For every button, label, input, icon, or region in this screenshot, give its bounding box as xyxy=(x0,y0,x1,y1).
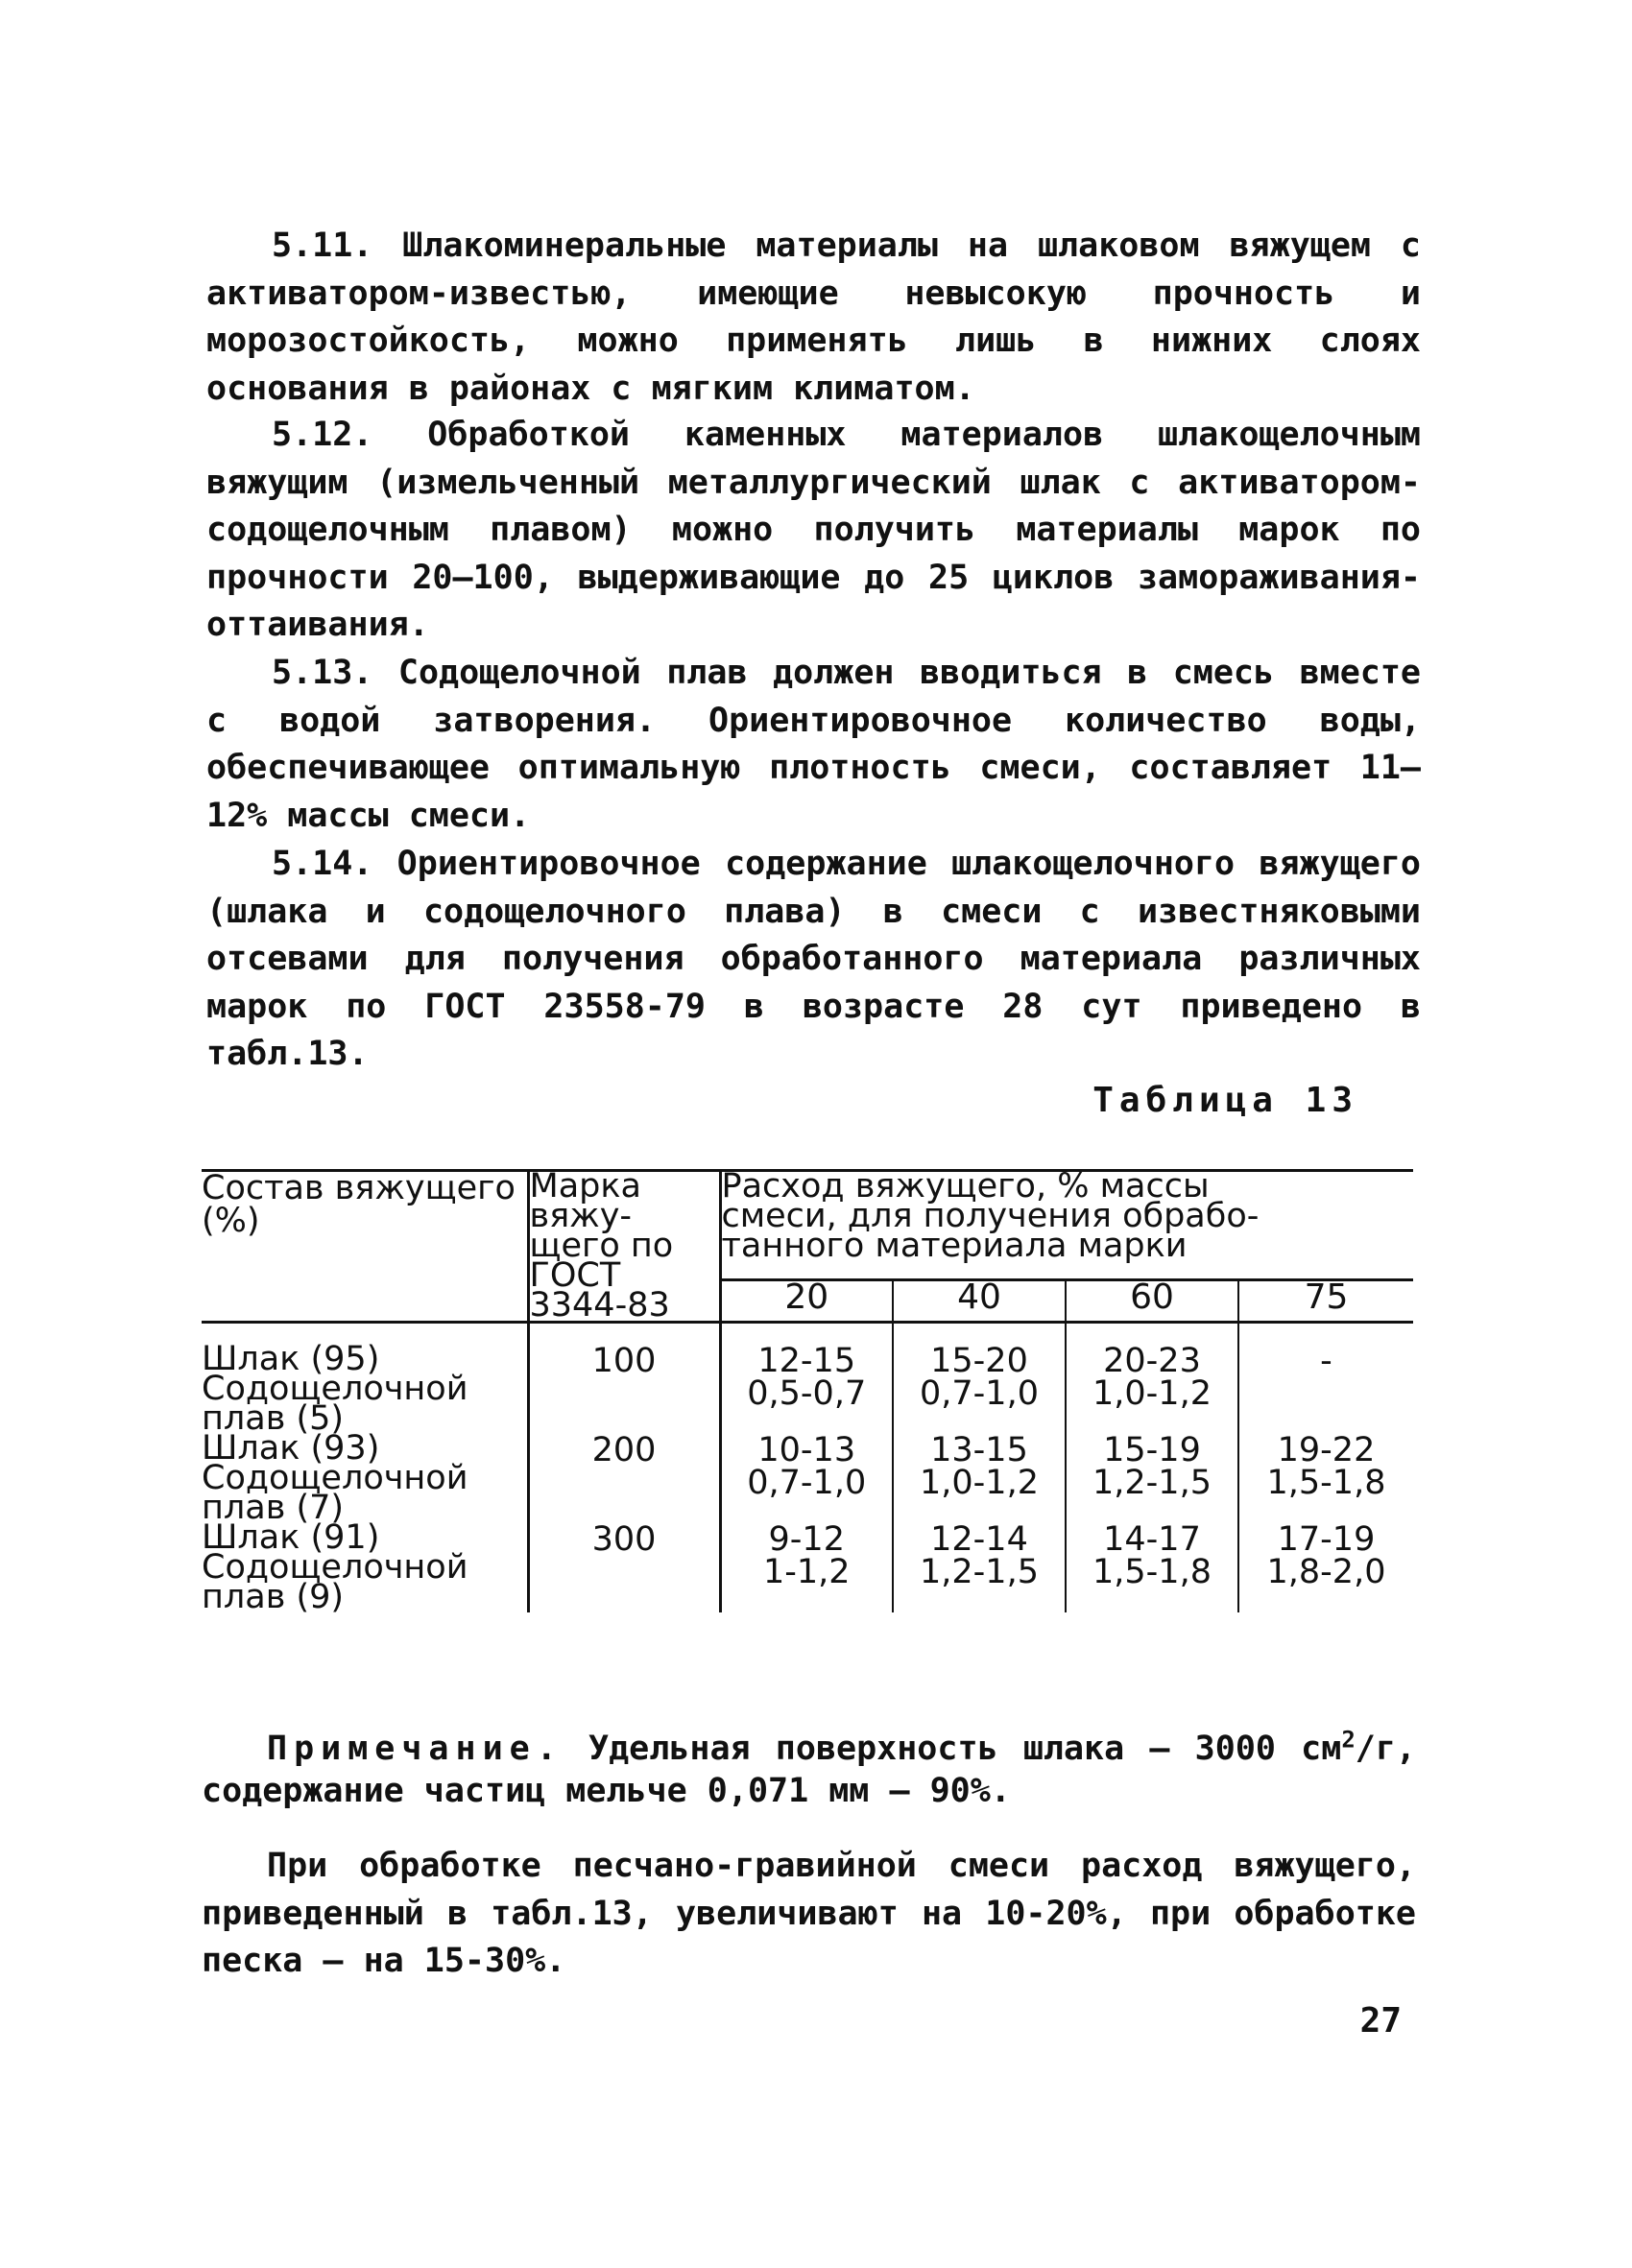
value-cell xyxy=(1066,1431,1238,1523)
value-cell xyxy=(1238,1431,1413,1523)
value-cell xyxy=(720,1520,893,1612)
composition-line: Содощелочной xyxy=(202,1459,468,1497)
composition-cell xyxy=(202,1323,528,1438)
header-binder-grade xyxy=(528,1167,720,1325)
header-grade-line: 3344-83 xyxy=(529,1286,670,1325)
table-caption: Таблица 13 xyxy=(1092,1081,1358,1120)
value-slag: 14-17 xyxy=(1103,1520,1201,1559)
value-slag: 10-13 xyxy=(757,1431,856,1469)
header-grade-60: 60 xyxy=(1066,1280,1238,1323)
table-note xyxy=(202,1728,1416,1812)
header-grade-line: ГОСТ xyxy=(529,1256,621,1295)
binder-consumption-table xyxy=(202,1167,1413,1616)
value-melt: 0,7-1,0 xyxy=(920,1374,1039,1413)
value-cell xyxy=(1066,1520,1238,1612)
note-label: Примечание. xyxy=(267,1730,564,1768)
value-slag: 17-19 xyxy=(1277,1520,1376,1559)
value-cell xyxy=(893,1431,1066,1523)
value-melt: 1,5-1,8 xyxy=(1266,1464,1386,1502)
header-grade-line: Марка xyxy=(529,1167,641,1206)
table-row xyxy=(202,1323,1413,1435)
value-cell xyxy=(1238,1520,1413,1612)
header-consumption xyxy=(720,1167,1413,1280)
composition-cell xyxy=(202,1518,528,1616)
value-cell xyxy=(720,1431,893,1523)
value-melt: 1,0-1,2 xyxy=(1092,1374,1212,1413)
value-melt: 1,0-1,2 xyxy=(920,1464,1039,1502)
value-cell xyxy=(893,1520,1066,1612)
composition-line: Шлак (91) xyxy=(202,1518,380,1557)
value-melt: 1,2-1,5 xyxy=(920,1553,1039,1591)
composition-line: плав (9) xyxy=(202,1578,345,1616)
header-consumption-line: смеси, для получения обрабо- xyxy=(721,1197,1260,1235)
composition-line: плав (5) xyxy=(202,1399,345,1438)
value-slag: 15-19 xyxy=(1103,1431,1201,1469)
value-cell xyxy=(1066,1323,1238,1435)
value-cell xyxy=(1238,1323,1413,1435)
value-slag: 15-20 xyxy=(930,1342,1028,1380)
header-grade-line: щего по xyxy=(529,1227,674,1265)
value-slag: 20-23 xyxy=(1103,1342,1201,1380)
composition-line: плав (7) xyxy=(202,1489,345,1527)
grade-cell: 200 xyxy=(528,1434,720,1523)
composition-line: Содощелочной xyxy=(202,1370,468,1408)
value-slag: 19-22 xyxy=(1277,1431,1376,1469)
table-13 xyxy=(202,1167,1413,1616)
grade-cell: 300 xyxy=(528,1523,720,1612)
value-slag: 12-15 xyxy=(757,1342,856,1380)
note-text: Удельная поверхность шлака – 3000 см xyxy=(563,1730,1342,1768)
value-slag: 12-14 xyxy=(930,1520,1028,1559)
composition-line: Содощелочной xyxy=(202,1548,468,1587)
header-consumption-line: танного материала марки xyxy=(721,1227,1188,1265)
composition-cell xyxy=(202,1429,528,1527)
value-melt: 1,2-1,5 xyxy=(1092,1464,1212,1502)
composition-line: Шлак (95) xyxy=(202,1340,380,1378)
note-superscript: 2 xyxy=(1341,1726,1356,1754)
header-grade-20: 20 xyxy=(720,1280,893,1323)
value-melt: 1,8-2,0 xyxy=(1266,1553,1386,1591)
note-text-end: /г, содержание частиц мельче 0,071 мм – 90%. xyxy=(202,1730,1416,1810)
composition-line: Шлак (93) xyxy=(202,1429,380,1468)
header-grade-40: 40 xyxy=(893,1280,1066,1323)
page-number: 27 xyxy=(1359,2001,1402,2041)
header-composition: Состав вяжущего (%) xyxy=(202,1171,528,1323)
table-row xyxy=(202,1434,1413,1523)
value-cell xyxy=(893,1323,1066,1435)
paragraph-5-12: 5.12. Обработкой каменных материалов шлакощелочным вяжущим (измельченный металлургический шлак с активатором-содощелочным плавом) можно получить материалы марок по прочности 20–100, выдерживающие до 25 циклов замораживания-оттаивания. xyxy=(206,416,1421,644)
paragraph-5-11: 5.11. Шлакоминеральные материалы на шлаковом вяжущем с активатором-известью, имеющие невысокую прочность и морозостойкость, можно применять лишь в нижних слоях основания в районах с мягким климатом. xyxy=(206,227,1421,408)
value-slag: - xyxy=(1320,1342,1332,1380)
value-melt: 0,5-0,7 xyxy=(747,1374,867,1413)
paragraph-5-13: 5.13. Содощелочной плав должен вводиться в смесь вместе с водой затворения. Ориентировочное количество воды, обеспечивающее оптимальную плотность смеси, составляет 11–12% массы смеси. xyxy=(206,654,1421,835)
grade-cell: 100 xyxy=(528,1323,720,1435)
header-consumption-line: Расход вяжущего, % массы xyxy=(721,1167,1210,1206)
value-cell xyxy=(720,1323,893,1435)
value-melt: 1-1,2 xyxy=(762,1553,851,1591)
value-slag: 9-12 xyxy=(768,1520,845,1559)
value-melt: 0,7-1,0 xyxy=(747,1464,867,1502)
header-grade-75: 75 xyxy=(1238,1280,1413,1323)
paragraph-after-table: При обработке песчано-гравийной смеси расход вяжущего, приведенный в табл.13, увеличивают на 10-20%, при обработке песка – на 15-30%. xyxy=(202,1847,1416,1980)
value-melt: 1,5-1,8 xyxy=(1092,1553,1212,1591)
paragraph-5-14: 5.14. Ориентировочное содержание шлакощелочного вяжущего (шлака и содощелочного плава) в смеси с известняковыми отсевами для получения обработанного материала различных марок по ГОСТ 23558-79 в возрасте 28 сут приведено в табл.13. xyxy=(206,845,1421,1073)
table-row xyxy=(202,1523,1413,1612)
header-grade-line: вяжу- xyxy=(529,1197,633,1235)
value-slag: 13-15 xyxy=(930,1431,1028,1469)
